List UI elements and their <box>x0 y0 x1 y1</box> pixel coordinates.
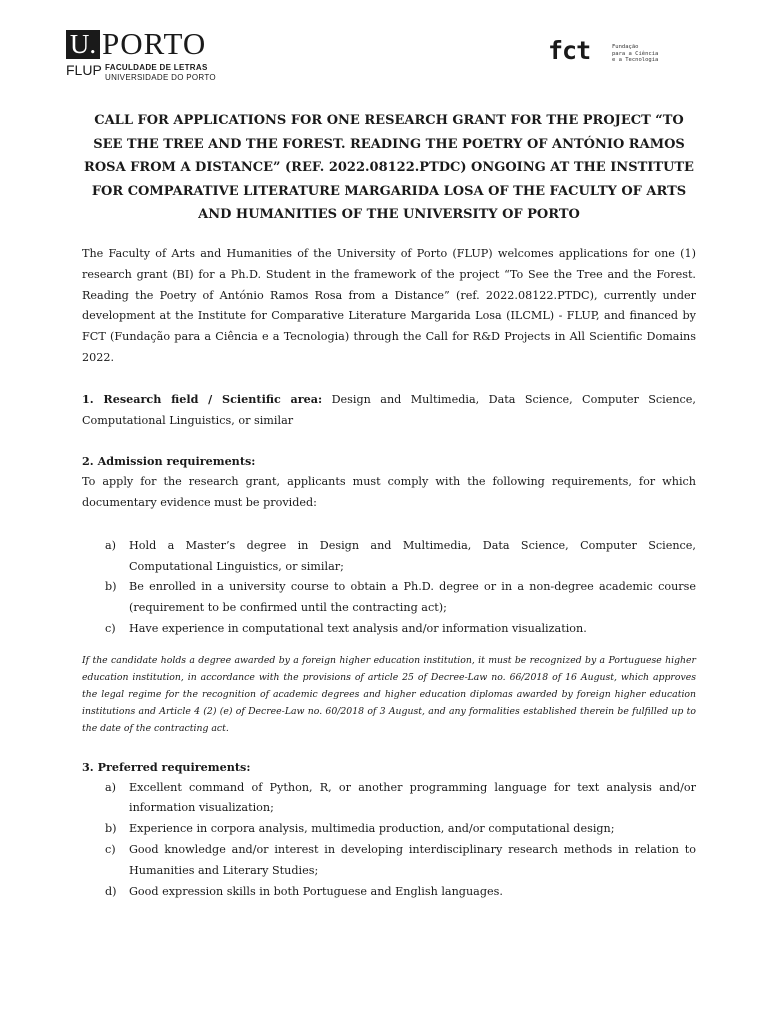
list-item <box>82 840 696 882</box>
list-item-text: Excellent command of Python, R, or another programming language for text analysis and/or information visualization; <box>129 780 696 815</box>
list-item <box>82 778 696 820</box>
fct-line-1: Fundação <box>612 44 639 50</box>
list-item-text: Good knowledge and/or interest in developing interdisciplinary research methods in relation to Humanities and Literary Studies; <box>129 842 696 877</box>
list-item-text: Experience in corpora analysis, multimedia production, and/or computational design; <box>129 822 615 836</box>
fct-line-2: para a Ciência <box>612 50 659 57</box>
document-title: CALL FOR APPLICATIONS FOR ONE RESEARCH GRANT FOR THE PROJECT “TO SEE THE TREE AND THE FOREST. READING THE POETRY OF ANTÓNIO RAMOS ROSA FROM A DISTANCE” (REF. 2022.08122.PTDC) ONGOING AT THE INSTITUTE FOR COMPARATIVE LITERATURE MARGARIDA LOSA OF THE FACULTY OF ARTS AND HUMANITIES OF THE UNIVERSITY OF PORTO <box>84 113 694 222</box>
list-marker: d) <box>105 884 117 898</box>
section-2-heading: 2. Admission requirements: <box>82 454 256 469</box>
list-item <box>82 577 696 619</box>
page-header <box>0 0 770 90</box>
foreign-degree-note: If the candidate holds a degree awarded by a foreign higher education institution, it must be recognized by a Portuguese higher education institution, in accordance with the provisions of article 25 of Decree-Law no. 66/2018 of 16 August, which approves the legal regime for the recognition of academic degrees and higher education diplomas awarded by foreign higher education institutions and Article 4 (2) (e) of Decree-Law no. 60/2018 of 3 August, and any formalities established therein be fulfilled up to the date of the contracting act. <box>82 654 696 734</box>
list-item <box>82 882 696 903</box>
list-item <box>82 819 696 840</box>
section-1-text: Design and Multimedia, Data Science, Computer Science, Computational Linguistics, or similar <box>82 392 696 427</box>
section-1-heading: 1. Research field / Scientific area: <box>82 391 323 406</box>
section-2-text: To apply for the research grant, applicants must comply with the following requirements, for which documentary evidence must be provided: <box>82 475 696 509</box>
list-item-text: Hold a Master’s degree in Design and Multimedia, Data Science, Computer Science, Computational Linguistics, or similar; <box>129 538 696 573</box>
list-marker: b) <box>105 580 117 594</box>
faculty-name: FACULDADE DE LETRAS <box>105 63 208 72</box>
list-item <box>82 619 696 640</box>
list-item-text: Have experience in computational text analysis and/or information visualization. <box>129 621 587 635</box>
intro-paragraph: The Faculty of Arts and Humanities of the University of Porto (FLUP) welcomes applications for one (1) research grant (BI) for a Ph.D. Student in the framework of the project “To See the Tree and the Forest. Reading the Poetry of António Ramos Rosa from a Distance” (ref. 2022.08122.PTDC), currently under development at the Institute for Comparative Literature Margarida Losa (ILCML) - FLUP, and financed by FCT (Fundação para a Ciência e a Tecnologia) through the Call for R&D Projects in All Scientific Domains 2022. <box>82 247 696 364</box>
list-marker: a) <box>105 780 117 794</box>
section-3-heading: 3. Preferred requirements: <box>82 759 251 774</box>
preferred-requirements-list <box>82 778 696 903</box>
list-marker: c) <box>105 621 116 635</box>
section-1 <box>82 389 696 432</box>
list-marker: a) <box>105 538 117 552</box>
admission-requirements-list <box>82 536 696 640</box>
logo-u-mark: U. <box>66 30 100 59</box>
document-body <box>82 244 696 902</box>
list-marker: b) <box>105 822 117 836</box>
list-item-text: Be enrolled in a university course to obtain a Ph.D. degree or in a non-degree academic course (requirement to be confirmed until the contracting act); <box>129 580 696 615</box>
list-marker: c) <box>105 842 116 856</box>
fct-mark: fct <box>548 36 591 65</box>
list-item <box>82 536 696 578</box>
list-item-text: Good expression skills in both Portuguese and English languages. <box>129 884 503 898</box>
flup-abbreviation: FLUP <box>66 62 102 78</box>
university-name: UNIVERSIDADE DO PORTO <box>105 73 216 82</box>
logo-porto-text: PORTO <box>102 26 207 61</box>
fct-line-3: e a Tecnologia <box>612 57 659 63</box>
fct-tagline <box>612 44 658 64</box>
